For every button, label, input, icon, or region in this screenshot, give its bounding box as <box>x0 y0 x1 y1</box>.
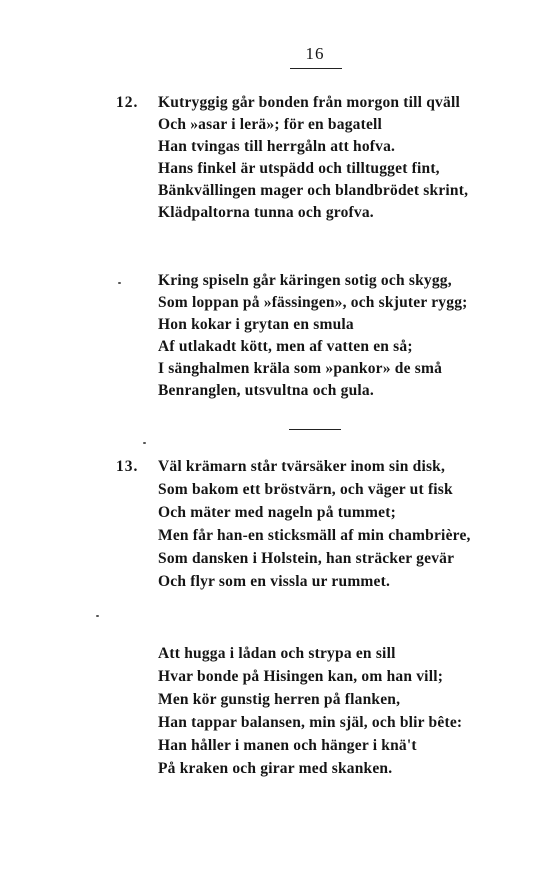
verse-line: Väl krämarn står tvärsäker inom sin disk, <box>158 458 446 475</box>
verse-line: Kutryggig går bonden från morgon till qväll <box>158 94 460 111</box>
verse-line: Och »asar i lerä»; för en bagatell <box>158 116 383 133</box>
section-divider <box>289 429 341 430</box>
stanza-number: 13. <box>116 458 139 475</box>
print-speck <box>96 615 99 617</box>
verse-line: Hvar bonde på Hisingen kan, om han vill; <box>158 668 444 685</box>
verse-line: Som dansken i Holstein, han sträcker gevär <box>158 550 455 567</box>
verse-line: Som bakom ett bröstvärn, och väger ut fisk <box>158 481 453 498</box>
page-number-rule <box>290 68 342 69</box>
verse-line: Han håller i manen och hänger i knä't <box>158 737 417 754</box>
print-speck <box>143 442 146 444</box>
verse-line: Och mäter med nageln på tummet; <box>158 504 396 521</box>
verse-line: Att hugga i lådan och strypa en sill <box>158 645 396 662</box>
verse-line: Benranglen, utsvultna och gula. <box>158 382 374 399</box>
verse-line: På kraken och girar med skanken. <box>158 760 393 777</box>
verse-line: Han tappar balansen, min själ, och blir bête: <box>158 714 463 731</box>
stanza-number: 12. <box>116 94 139 111</box>
verse-line: Af utlakadt kött, men af vatten en så; <box>158 338 413 355</box>
verse-line: Hans finkel är utspädd och tilltugget fint, <box>158 160 440 177</box>
verse-line: Bänkvällingen mager och blandbrödet skrint, <box>158 182 469 199</box>
verse-line: Som loppan på »fässingen», och skjuter rygg; <box>158 294 468 311</box>
verse-line: Men får han-en sticksmäll af min chambrière, <box>158 527 471 544</box>
verse-line: Kring spiseln går käringen sotig och skygg, <box>158 272 452 289</box>
verse-line: Klädpaltorna tunna och grofva. <box>158 204 374 221</box>
page-number: 16 <box>305 44 325 63</box>
print-speck <box>118 282 121 284</box>
verse-line: Han tvingas till herrgåln att hofva. <box>158 138 396 155</box>
verse-line: I sänghalmen kräla som »pankor» de små <box>158 360 443 377</box>
verse-line: Hon kokar i grytan en smula <box>158 316 354 333</box>
verse-line: Men kör gunstig herren på flanken, <box>158 691 401 708</box>
verse-line: Och flyr som en vissla ur rummet. <box>158 573 391 590</box>
